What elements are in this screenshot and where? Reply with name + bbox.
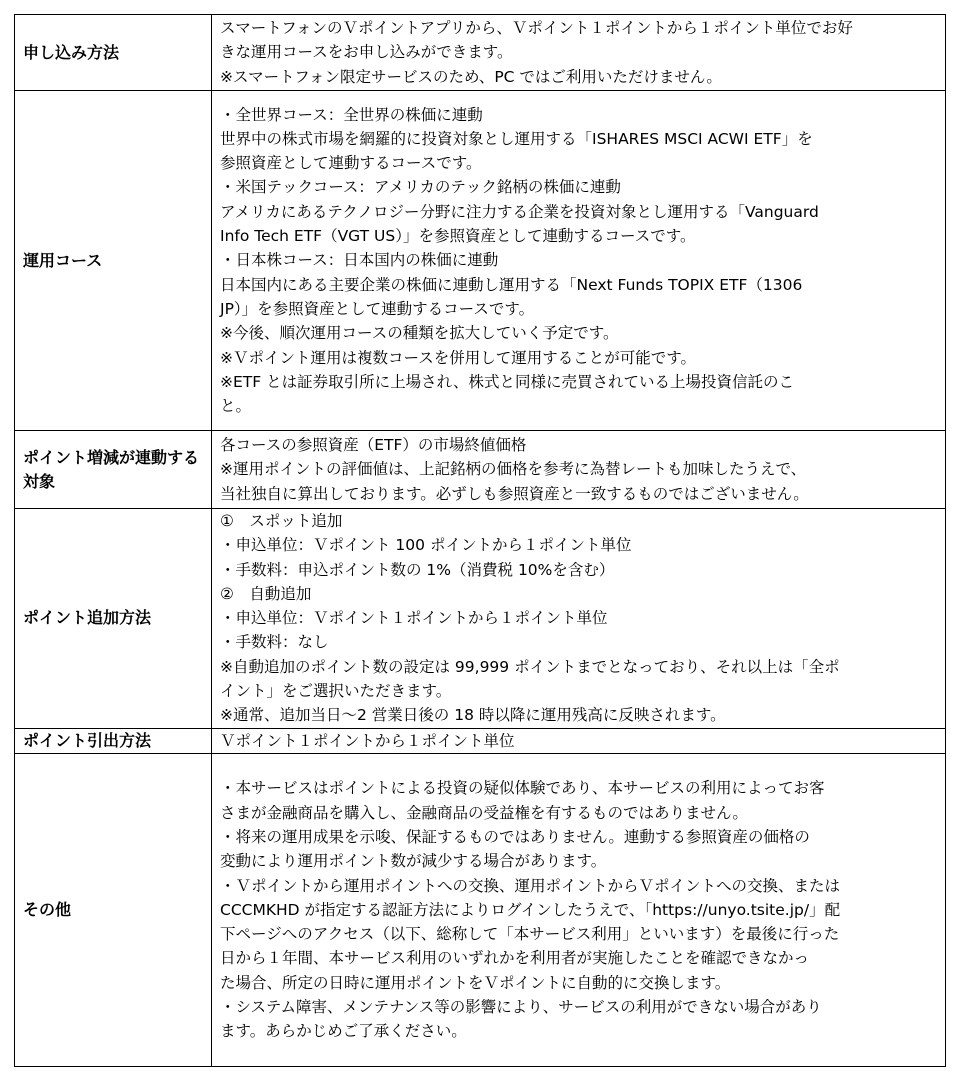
content-line: JP）」を参照資産として連動するコースです。 [220,299,535,318]
content-line: さまが金融商品を購入し、金融商品の受益権を有するものではありません。 [220,803,748,822]
row-content [212,431,946,509]
content-line: と。 [220,397,252,416]
content-line: ※スマートフォン限定サービスのため、PC ではご利用いただけません。 [220,67,722,86]
content-line: ※自動追加のポイント数の設定は 99,999 ポイントまでとなっており、それ以上は「全ポ [220,657,840,676]
content-line: 日本国内にある主要企業の株価に連動し運用する「Next Funds TOPIX ETF（1306 [220,275,803,294]
content-line: ・将来の運用成果を示唆、保証するものではありません。連動する参照資産の価格の [220,827,810,846]
row-label: ポイント追加方法 [15,509,212,729]
content-line: ・手数料：申込ポイント数の 1%（消費税 10%を含む） [220,560,615,579]
content-line: 参照資産として連動するコースです。 [220,154,482,173]
content-line: 世界中の株式市場を網羅的に投資対象とし運用する「ISHARES MSCI ACWI ETF」を [220,129,813,148]
row-label: その他 [15,753,212,1066]
content-line: ・米国テックコース：アメリカのテック銘柄の株価に連動 [220,178,621,197]
content-line: ・手数料：なし [220,633,329,652]
row-content [212,728,946,753]
content-line: ※ETF とは証券取引所に上場され、株式と同様に売買されている上場投資信託のこ [220,372,795,391]
content-line: きな運用コースをお申し込みができます。 [220,43,513,62]
content-line: 日から１年間、本サービス利用のいずれかを利用者が実施したことを確認できなかっ [220,949,810,968]
content-line: アメリカにあるテクノロジー分野に注力する企業を投資対象とし運用する「Vanguard [220,202,819,221]
content-line: ② 自動追加 [220,584,312,603]
content-line: 当社独自に算出しております。必ずしも参照資産と一致するものではございません。 [220,484,809,503]
row-label: ポイント引出方法 [15,728,212,753]
table-body [15,15,946,1067]
content-line: ※Ｖポイント運用は複数コースを併用して運用することが可能です。 [220,348,696,367]
content-line: スマートフォンのＶポイントアプリから、Ｖポイント１ポイントから１ポイント単位でお好 [220,19,853,38]
table-row-linked-target [15,431,946,509]
table-row-point-addition-method [15,509,946,729]
row-label: 申し込み方法 [15,15,212,91]
row-content [212,91,946,431]
row-content [212,15,946,91]
row-label: ポイント増減が連動する対象 [15,431,212,509]
content-line: ※運用ポイントの評価値は、上記銘柄の価格を参考に為替レートも加味したうえで、 [220,460,807,479]
content-line: 各コースの参照資産（ETF）の市場終値価格 [220,436,527,455]
content-line: ※通常、追加当日～2 営業日後の 18 時以降に運用残高に反映されます。 [220,706,726,725]
row-content [212,753,946,1066]
row-content [212,509,946,729]
content-line: ・Ｖポイントから運用ポイントへの交換、運用ポイントからＶポイントへの交換、または [220,876,841,895]
content-line: Ｖポイント１ポイントから１ポイント単位 [220,731,515,750]
content-line: ・本サービスはポイントによる投資の疑似体験であり、本サービスの利用によってお客 [220,779,825,798]
content-line: ます。あらかじめご了承ください。 [220,1022,467,1041]
row-label: 運用コース [15,91,212,431]
content-line: 変動により運用ポイント数が減少する場合があります。 [220,852,607,871]
table-row-investment-course [15,91,946,431]
content-line: Info Tech ETF（VGT US）」を参照資産として連動するコースです。 [220,227,696,246]
content-line: CCCMKHD が指定する認証方法によりログインしたうえで、「https://unyo.tsite.jp/」配 [220,900,841,919]
content-line: ・申込単位：Ｖポイント 100 ポイントから１ポイント単位 [220,536,632,555]
content-line: た場合、所定の日時に運用ポイントをＶポイントに自動的に交換します。 [220,973,731,992]
table-row-application-method [15,15,946,91]
content-line: ・システム障害、メンテナンス等の影響により、サービスの利用ができない場合があり [220,998,822,1016]
content-line: イント」をご選択いただきます。 [220,682,452,701]
content-line: 下ページへのアクセス（以下、総称して「本サービス利用」といいます）を最後に行った [220,925,840,944]
service-details-table [14,14,946,1067]
table-row-point-withdrawal-method [15,728,946,753]
content-line: ・日本株コース：日本国内の株価に連動 [220,251,499,270]
content-line: ・全世界コース：全世界の株価に連動 [220,105,483,124]
content-line: ※今後、順次運用コースの種類を拡大していく予定です。 [220,324,619,343]
content-line: ・申込単位：Ｖポイント１ポイントから１ポイント単位 [220,609,608,628]
table-row-other-notes [15,753,946,1066]
content-line: ① スポット追加 [220,512,343,530]
